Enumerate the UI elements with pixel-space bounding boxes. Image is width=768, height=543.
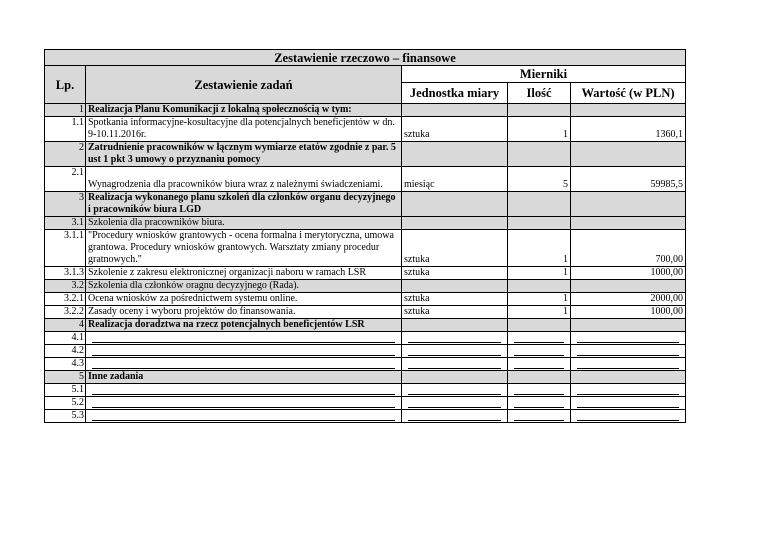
row-qty: 1 (508, 267, 571, 280)
row-qty (508, 104, 571, 117)
row-lp: 3.1.3 (45, 267, 86, 280)
row-lp: 4.2 (45, 345, 86, 358)
row-qty (508, 371, 571, 384)
table-row (45, 280, 686, 293)
row-qty: 1 (508, 230, 571, 267)
table-row (45, 358, 686, 371)
row-task: "Procedury wniosków grantowych - ocena formalna i merytoryczna, umowa grantowa. Procedury wniosków grantowych. Warsztaty zmiany procedur gratnowych." (86, 230, 402, 267)
row-unit: sztuka (402, 117, 508, 142)
row-value (571, 142, 686, 167)
measures-header: Mierniki (402, 66, 686, 83)
row-unit (402, 104, 508, 117)
header-row (45, 66, 686, 83)
row-lp: 3.1.1 (45, 230, 86, 267)
row-unit (402, 371, 508, 384)
row-task: Zatrudnienie pracowników w łącznym wymiarze etatów zgodnie z par. 5 ust 1 pkt 3 umowy o przyznaniu pomocy (86, 142, 402, 167)
row-lp: 2 (45, 142, 86, 167)
row-lp: 5.3 (45, 410, 86, 423)
table-row (45, 293, 686, 306)
row-lp: 3.2 (45, 280, 86, 293)
row-qty: 5 (508, 167, 571, 192)
table-row (45, 306, 686, 319)
row-lp: 2.1 (45, 167, 86, 192)
table-title: Zestawienie rzeczowo – finansowe (45, 50, 686, 66)
row-lp: 1 (45, 104, 86, 117)
financial-summary-table (44, 49, 686, 423)
row-value (571, 217, 686, 230)
row-lp: 1.1 (45, 117, 86, 142)
row-task: Inne zadania (86, 371, 402, 384)
row-qty: 1 (508, 293, 571, 306)
table-row (45, 217, 686, 230)
table-row (45, 267, 686, 280)
table-row (45, 410, 686, 423)
row-task: Realizacja Planu Komunikacji z lokalną społecznością w tym: (86, 104, 402, 117)
row-value: 1000,00 (571, 306, 686, 319)
table-row (45, 192, 686, 217)
row-task: Ocena wniosków za pośrednictwem systemu online. (86, 293, 402, 306)
row-qty: 1 (508, 117, 571, 142)
row-qty (508, 280, 571, 293)
table-row (45, 167, 686, 192)
tasks-header: Zestawienie zadań (86, 66, 402, 104)
row-task: Spotkania informacyjne-kosultacyjne dla potencjalnych beneficjentów w dn. 9-10.11.2016r. (86, 117, 402, 142)
row-unit: sztuka (402, 306, 508, 319)
table-row (45, 384, 686, 397)
row-unit (402, 280, 508, 293)
row-value (571, 192, 686, 217)
row-task: Wynagrodzenia dla pracowników biura wraz z należnymi świadczeniami. (86, 167, 402, 192)
row-value (571, 280, 686, 293)
row-unit (402, 192, 508, 217)
row-lp: 5 (45, 371, 86, 384)
row-lp: 4 (45, 319, 86, 332)
lp-header: Lp. (45, 66, 86, 104)
value-header: Wartość (w PLN) (571, 83, 686, 104)
table-row (45, 142, 686, 167)
row-lp: 3.2.1 (45, 293, 86, 306)
table-row (45, 332, 686, 345)
row-value: 59985,5 (571, 167, 686, 192)
row-lp: 5.1 (45, 384, 86, 397)
row-lp: 3.1 (45, 217, 86, 230)
row-value (571, 104, 686, 117)
row-unit: miesiąc (402, 167, 508, 192)
row-value: 2000,00 (571, 293, 686, 306)
row-value (571, 319, 686, 332)
row-value: 700,00 (571, 230, 686, 267)
row-unit (402, 217, 508, 230)
row-value (571, 371, 686, 384)
row-lp: 4.1 (45, 332, 86, 345)
table-row (45, 230, 686, 267)
row-task: Realizacja doradztwa na rzecz potencjalnych beneficjentów LSR (86, 319, 402, 332)
row-value: 1360,1 (571, 117, 686, 142)
row-unit: sztuka (402, 293, 508, 306)
table-row (45, 371, 686, 384)
table-row (45, 319, 686, 332)
row-unit (402, 319, 508, 332)
row-task: Realizacja wykonanego planu szkoleń dla członków organu decyzyjnego i pracowników biura LGD (86, 192, 402, 217)
row-qty (508, 192, 571, 217)
row-unit (402, 142, 508, 167)
row-lp: 3 (45, 192, 86, 217)
row-task: Zasady oceny i wyboru projektów do finansowania. (86, 306, 402, 319)
qty-header: Ilość (508, 83, 571, 104)
row-task: Szkolenia dla członków oragnu decyzyjnego (Rada). (86, 280, 402, 293)
row-lp: 5.2 (45, 397, 86, 410)
row-lp: 4.3 (45, 358, 86, 371)
row-unit: sztuka (402, 230, 508, 267)
row-lp: 3.2.2 (45, 306, 86, 319)
row-qty (508, 217, 571, 230)
table-row (45, 345, 686, 358)
table-row (45, 104, 686, 117)
row-qty: 1 (508, 306, 571, 319)
row-qty (508, 319, 571, 332)
table-title-row (45, 50, 686, 66)
row-task: Szkolenie z zakresu elektronicznej organizacji naboru w ramach LSR (86, 267, 402, 280)
table-row (45, 397, 686, 410)
row-qty (508, 142, 571, 167)
row-value: 1000,00 (571, 267, 686, 280)
table-row (45, 117, 686, 142)
row-task: Szkolenia dla pracowników biura. (86, 217, 402, 230)
row-unit: sztuka (402, 267, 508, 280)
unit-header: Jednostka miary (402, 83, 508, 104)
